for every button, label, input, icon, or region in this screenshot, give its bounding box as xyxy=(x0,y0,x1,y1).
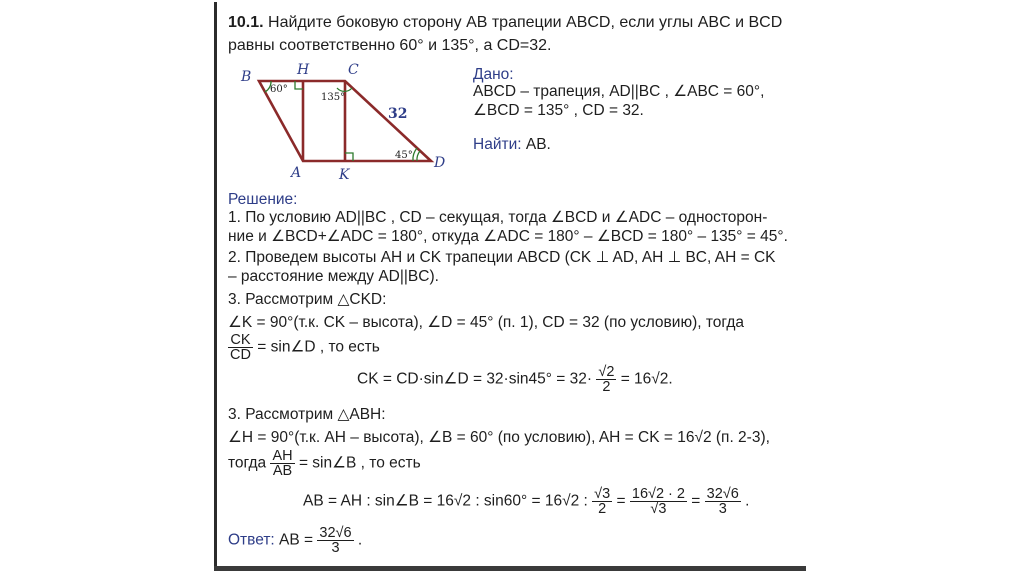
label-c: C xyxy=(348,62,359,78)
fraction-sqrt3-2 xyxy=(592,487,612,516)
angle-label-c: 135° xyxy=(321,92,346,103)
answer-fraction xyxy=(317,526,353,555)
frac-den: 3 xyxy=(718,501,727,517)
problem-line-1 xyxy=(228,13,782,33)
step2-line-1: 2. Проведем высоты AH и CK трапеции ABCD (CK ⊥ AD, AH ⊥ BC, AH = CK xyxy=(228,249,776,266)
frac-den: √3 xyxy=(650,501,667,517)
angle-label-d: 45° xyxy=(395,150,413,161)
step1-line-1: 1. По условию AD||BC , CD – секущая, тогда ∠BCD и ∠ADC – односторон- xyxy=(228,209,768,226)
frac-den: CD xyxy=(230,347,251,363)
label-b: B xyxy=(241,69,252,85)
step3-relation xyxy=(228,333,380,362)
step3-formula-a: CK = CD·sin∠D = 32·sin45° = 32· xyxy=(357,370,593,388)
step4-line-1: ∠H = 90°(т.к. AH – высота), ∠B = 60° (по условию), AH = CK = 16√2 (п. 2-3), xyxy=(228,429,770,446)
frac-den: 2 xyxy=(598,501,607,517)
fraction-sqrt2-2 xyxy=(596,365,616,394)
step3-formula-b: = 16√2. xyxy=(620,370,673,388)
fraction-16sqrt2x2-sqrt3 xyxy=(630,487,687,516)
fraction-ck-cd xyxy=(228,333,253,362)
solution-title: Решение: xyxy=(228,191,298,208)
label-h: H xyxy=(297,62,310,78)
angle-arc-d xyxy=(417,151,420,161)
answer-prefix: AB = xyxy=(279,531,314,549)
page-bottom-border xyxy=(214,566,806,571)
problem-number: 10.1. xyxy=(228,14,264,31)
eq-sign-2: = xyxy=(691,492,701,510)
frac-num: 32√6 xyxy=(706,486,739,502)
given-title: Дано: xyxy=(473,66,514,83)
trapezoid-figure xyxy=(236,60,456,185)
step4-formula-a: AB = AH : sin∠B = 16√2 : sin60° = 16√2 : xyxy=(303,492,588,510)
find-title: Найти: xyxy=(473,136,522,153)
step1-line-2: ние и ∠BCD+∠ADC = 180°, откуда ∠ADC = 180° – ∠BCD = 180° – 135° = 45°. xyxy=(228,228,788,245)
angle-label-b: 60° xyxy=(270,84,288,95)
label-k: K xyxy=(339,167,350,183)
frac-den: 3 xyxy=(331,540,340,556)
frac-den: 2 xyxy=(602,379,611,395)
given-line-1: ABCD – трапеция, AD||BC , ∠ABC = 60°, xyxy=(473,83,765,100)
given-line-2: ∠BCD = 135° , CD = 32. xyxy=(473,102,644,119)
frac-num: 32√6 xyxy=(319,525,352,541)
frac-den: AB xyxy=(272,463,293,479)
answer-label: Ответ: xyxy=(228,531,275,549)
step4-title: 3. Рассмотрим △ABH: xyxy=(228,406,386,423)
fraction-ah-ab xyxy=(270,449,294,478)
find-line xyxy=(473,135,551,155)
step3-rel-text: = sin∠D , то есть xyxy=(257,338,380,356)
step4-relation xyxy=(228,449,421,478)
step3-title: 3. Рассмотрим △CKD: xyxy=(228,291,387,308)
label-d: D xyxy=(434,155,446,171)
step4-rel-text: = sin∠B , то есть xyxy=(298,454,421,472)
answer-line xyxy=(228,526,362,555)
step4-then: тогда xyxy=(228,454,267,472)
step4-end: . xyxy=(745,492,750,510)
step4-formula xyxy=(303,487,749,516)
label-a: A xyxy=(291,165,302,181)
step2-line-2: – расстояние между AD||BC). xyxy=(228,268,439,285)
step3-line-1: ∠K = 90°(т.к. CK – высота), ∠D = 45° (п. 1), CD = 32 (по условию), тогда xyxy=(228,314,745,331)
frac-num: CK xyxy=(228,333,253,348)
find-value: AB. xyxy=(525,136,551,153)
problem-text-1: Найдите боковую сторону AB трапеции ABCD, если углы ABC и BCD xyxy=(268,14,783,31)
answer-suffix: . xyxy=(357,531,363,549)
fraction-32sqrt6-3 xyxy=(705,487,741,516)
frac-num: √2 xyxy=(598,364,615,380)
frac-num: AH xyxy=(272,448,293,464)
step3-formula xyxy=(357,365,673,394)
problem-text-2: равны соответственно 60° и 135°, а CD=32. xyxy=(228,37,552,54)
frac-num: 16√2 · 2 xyxy=(631,486,685,502)
frac-num: √3 xyxy=(594,486,611,502)
eq-sign-1: = xyxy=(616,492,626,510)
side-label-cd: 32 xyxy=(388,106,408,122)
